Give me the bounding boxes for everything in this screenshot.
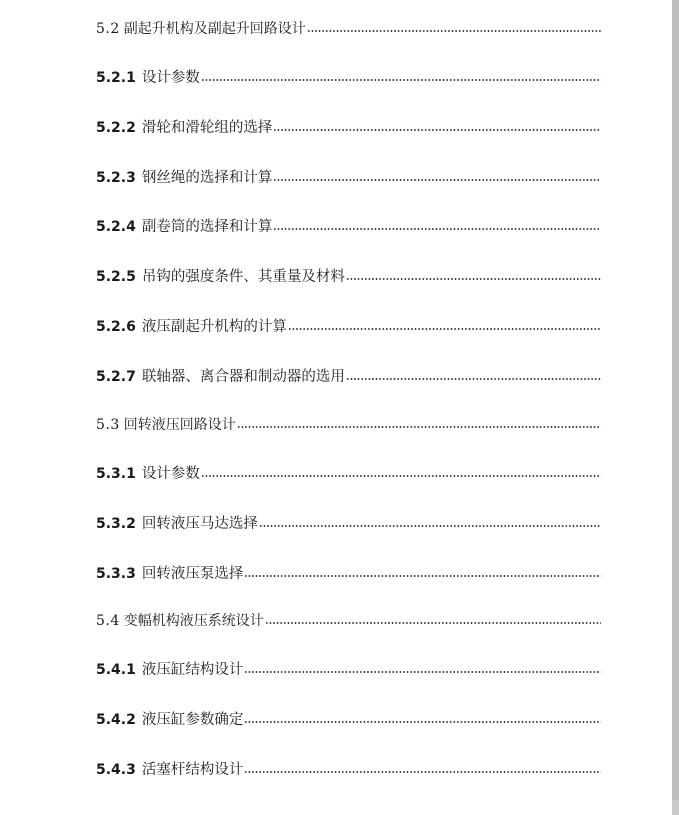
dot-leader [201, 475, 601, 477]
toc-entry-number: 5.3.1 [96, 466, 136, 482]
toc-entry-label [96, 659, 243, 681]
toc-entry-title: 变幅机构液压系统设计 [123, 613, 264, 629]
toc-entry-label [96, 18, 306, 40]
toc-entry-label [96, 563, 243, 585]
dot-leader [346, 278, 601, 280]
toc-entry-title: 回转液压回路设计 [123, 417, 236, 433]
toc-entry-number: 5.2.2 [96, 120, 136, 136]
toc-entry[interactable] [96, 167, 601, 189]
dot-leader [265, 622, 601, 624]
toc-entry-number: 5.2.7 [96, 369, 136, 385]
toc-entry-label [96, 414, 236, 436]
toc-entry-label [96, 167, 272, 189]
dot-leader [273, 179, 601, 181]
toc-entry-label [96, 316, 287, 338]
toc-entry-label [96, 67, 200, 89]
toc-entry-title: 设计参数 [141, 70, 200, 86]
toc-entry-label [96, 610, 264, 632]
dot-leader [273, 228, 601, 230]
dot-leader [273, 129, 601, 131]
dot-leader [237, 426, 601, 428]
toc-entry[interactable] [96, 67, 601, 89]
toc-entry-number: 5.2.1 [96, 70, 136, 86]
toc-entry[interactable] [96, 563, 601, 585]
toc-entry-number: 5.3 [96, 417, 120, 433]
toc-entry-title: 钢丝绳的选择和计算 [141, 170, 273, 186]
toc-entry-number: 5.4.2 [96, 712, 136, 728]
toc-entry-label [96, 463, 200, 485]
toc-entry-number: 5.2.4 [96, 219, 136, 235]
toc-entry-number: 5.2 [96, 21, 120, 37]
dot-leader [307, 30, 601, 32]
toc-entry-title: 吊钩的强度条件、其重量及材料 [141, 269, 345, 285]
dot-leader [201, 79, 601, 81]
toc-entry-label [96, 513, 258, 535]
toc-entry-number: 5.4.3 [96, 762, 136, 778]
dot-leader [259, 525, 601, 527]
toc-entry-label [96, 759, 243, 781]
toc-entry-title: 回转液压泵选择 [141, 566, 244, 582]
dot-leader [288, 328, 601, 330]
dot-leader [346, 378, 601, 380]
toc-entry[interactable] [96, 463, 601, 485]
toc-entry[interactable] [96, 266, 601, 288]
dot-leader [244, 771, 601, 773]
toc-entry-number: 5.2.3 [96, 170, 136, 186]
toc-entry[interactable] [96, 759, 601, 781]
toc-entry-number: 5.4 [96, 613, 120, 629]
toc-entry-number: 5.4.1 [96, 662, 136, 678]
toc-entry-label [96, 266, 345, 288]
toc-entry[interactable] [96, 513, 601, 535]
toc-entry-title: 液压缸结构设计 [141, 662, 244, 678]
dot-leader [244, 575, 601, 577]
toc-entry-label [96, 366, 345, 388]
toc-entry-number: 5.2.6 [96, 319, 136, 335]
toc-entry-label [96, 117, 272, 139]
toc-entry-label [96, 216, 272, 238]
toc-entry-title: 设计参数 [141, 466, 200, 482]
toc-entry[interactable] [96, 414, 601, 436]
toc-entry[interactable] [96, 709, 601, 731]
toc-entry-title: 液压缸参数确定 [141, 712, 244, 728]
toc-entry-title: 回转液压马达选择 [141, 516, 258, 532]
toc-entry-number: 5.2.5 [96, 269, 136, 285]
toc-entry[interactable] [96, 610, 601, 632]
toc-entry[interactable] [96, 117, 601, 139]
toc-entry-title: 滑轮和滑轮组的选择 [141, 120, 273, 136]
toc-entry-title: 活塞杆结构设计 [141, 762, 244, 778]
toc-entry-title: 液压副起升机构的计算 [141, 319, 287, 335]
toc-entry-title: 副卷筒的选择和计算 [141, 219, 273, 235]
scrollbar-thumb[interactable] [672, 0, 679, 800]
toc-entry-number: 5.3.2 [96, 516, 136, 532]
dot-leader [244, 721, 601, 723]
toc-entry-title: 副起升机构及副起升回路设计 [123, 21, 306, 37]
toc-entry[interactable] [96, 366, 601, 388]
toc-entry[interactable] [96, 659, 601, 681]
toc-entry[interactable] [96, 18, 601, 40]
toc-entry[interactable] [96, 216, 601, 238]
toc-entry-label [96, 709, 243, 731]
dot-leader [244, 671, 601, 673]
toc-entry[interactable] [96, 316, 601, 338]
toc-entry-title: 联轴器、离合器和制动器的选用 [141, 369, 345, 385]
toc-entry-number: 5.3.3 [96, 566, 136, 582]
